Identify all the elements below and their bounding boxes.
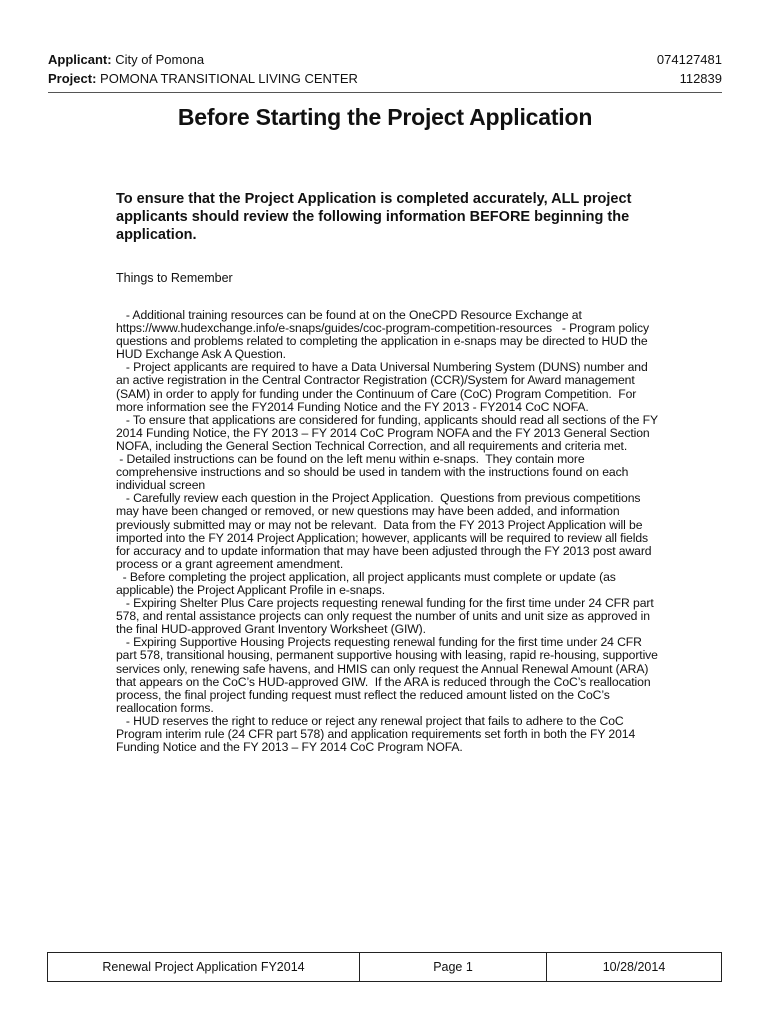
footer-date: 10/28/2014 xyxy=(602,960,666,974)
instruction-item: - Expiring Supportive Housing Projects requesting renewal funding for the first time under 24 CFR part 578, transitional housing, permanent supportive housing with leasing, rapid re-housing, supportive services only, renewing safe havens, and HMIS can only request the Annual Renewal Amount (ARA) that appears on the CoC’s HUD-approved GIW. If the ARA is reduced through the CoC’s reallocation process, the final project funding request must reflect the reduced amount listed on the CoC’s reallocation forms. xyxy=(116,635,662,715)
applicant-number: 074127481 xyxy=(656,52,722,67)
applicant-info xyxy=(48,50,204,69)
instruction-item: - Detailed instructions can be found on the left menu within e-snaps. They contain more comprehensive instructions and so should be used in tandem with the instructions found on each individual screen xyxy=(116,452,632,493)
project-info xyxy=(48,69,358,88)
instruction-item: - Project applicants are required to have a Data Universal Numbering System (DUNS) number and an active registration in the Central Contractor Registration (CCR)/System for Award management (SAM) in order to apply for funding under the Continuum of Care (CoC) Program Competition. For more information see the FY2014 Funding Notice and the FY 2013 - FY2014 CoC NOFA. xyxy=(116,360,651,414)
instruction-item: - Expiring Shelter Plus Care projects requesting renewal funding for the first time under 24 CFR part 578, and rental assistance projects can only request the number of units and unit size as approved in the final HUD-approved Grant Inventory Worksheet (GIW). xyxy=(116,596,657,637)
page-header xyxy=(48,50,722,93)
instruction-item: - Additional training resources can be found at on the OneCPD Resource Exchange at https://www.hudexchange.info/e-snaps/guides/coc-program-competition-resources - Program policy questions and problems related to completing the application in e-snaps may be directed to HUD the HUD Exchange Ask A Question. xyxy=(116,308,655,362)
project-number: 112839 xyxy=(679,71,722,86)
instructions-list xyxy=(116,309,661,754)
header-divider xyxy=(48,92,722,93)
instruction-item: - Carefully review each question in the Project Application. Questions from previous competitions may have been changed or removed, or new questions may have been added, and information previously submitted may or may not be relevant. Data from the FY 2013 Project Application will be imported into the FY 2014 Project Application; however, applicants will be required to review all fields for accuracy and to update information that may have been adjusted through the FY 2013 post award process or a grant agreement amendment. xyxy=(116,491,655,571)
page-footer xyxy=(47,952,722,982)
project-name: POMONA TRANSITIONAL LIVING CENTER xyxy=(100,71,358,86)
things-to-remember-heading: Things to Remember xyxy=(116,271,233,285)
applicant-label: Applicant: xyxy=(48,52,112,67)
project-label: Project: xyxy=(48,71,97,86)
project-row xyxy=(48,69,722,88)
instruction-item: - HUD reserves the right to reduce or reject any renewal project that fails to adhere to the CoC Program interim rule (24 CFR part 578) and application requirements set forth in both the FY 2014 Funding Notice and the FY 2013 – FY 2014 CoC Program NOFA. xyxy=(116,713,639,755)
footer-form-name: Renewal Project Application FY2014 xyxy=(48,953,360,981)
instruction-item: - Before completing the project application, all project applicants must complete or update (as applicable) the Project Applicant Profile in e-snaps. xyxy=(116,569,620,597)
footer-page-number: Page 1 xyxy=(360,953,547,981)
applicant-name: City of Pomona xyxy=(115,52,205,67)
intro-paragraph: To ensure that the Project Application is completed accurately, ALL project applicants should review the following information BEFORE beginning the application. xyxy=(116,191,632,243)
page-title: Before Starting the Project Application xyxy=(177,104,593,130)
applicant-row xyxy=(48,50,722,69)
instruction-item: - To ensure that applications are considered for funding, applicants should read all sections of the FY 2014 Funding Notice, the FY 2013 – FY 2014 CoC Program NOFA and the FY 2013 General Section NOFA, including the General Section Technical Correction, and all requirements and criteria met. xyxy=(116,412,662,453)
